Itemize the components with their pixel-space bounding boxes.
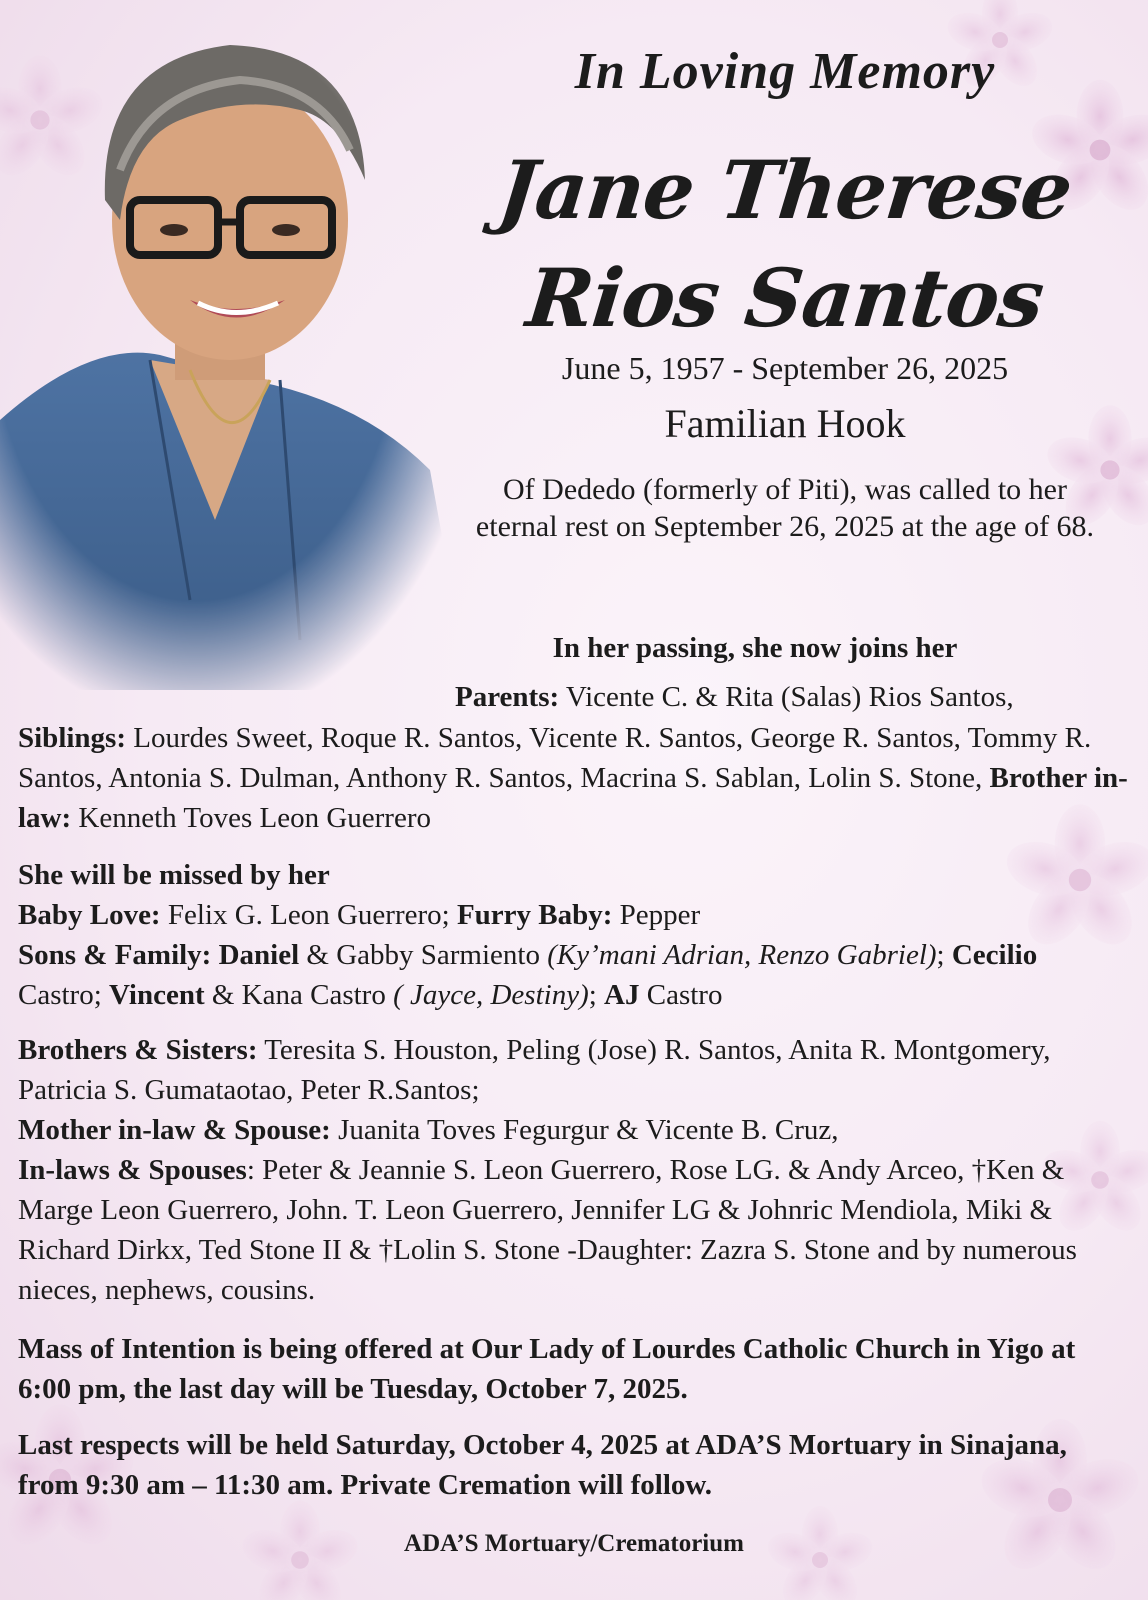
joins-title: In her passing, she now joins her bbox=[552, 632, 958, 664]
heading: In Loving Memory bbox=[574, 43, 996, 100]
baby-love-label: Baby Love: bbox=[18, 899, 161, 932]
brothers-sisters-names: Teresita S. Houston, Peling (Jose) R. Santos, Anita R. Montgomery, Patricia S. Gumataotao, Peter R.Santos; bbox=[18, 1034, 1051, 1107]
brother-inlaw-label: Brother in-law: bbox=[18, 762, 1128, 835]
inlaws-label: In-laws & Spouses bbox=[18, 1154, 247, 1187]
mortuary-footer: ADA’S Mortuary/Crematorium bbox=[404, 1530, 744, 1557]
brother-inlaw-name: Kenneth Toves Leon Guerrero bbox=[78, 802, 431, 835]
inlaws-names: : Peter & Jeannie S. Leon Guerrero, Rose LG. & Andy Arceo, †Ken & Marge Leon Guerrero, John. T. Leon Guerrero, Jennifer LG & Johnric Mendiola, Miki & Richard Dirkx, Ted Stone II & †Lolin S. Stone -Daughter: Zazra S. Stone and by numerous nieces, nephews, cousins. bbox=[18, 1154, 1077, 1307]
intro-text: Of Dededo (formerly of Piti), was called to her eternal rest on September 26, 2025 at the age of 68. bbox=[475, 473, 1095, 543]
son-family: & Gabby Sarmiento bbox=[306, 939, 540, 972]
parents-line bbox=[455, 677, 1115, 717]
grandchildren: (Ky’mani Adrian, Renzo Gabriel) bbox=[547, 939, 937, 972]
name-first: Jane Therese bbox=[493, 143, 1077, 237]
parents-label: Parents: bbox=[455, 681, 560, 713]
brothers-sisters-label: Brothers & Sisters: bbox=[18, 1034, 258, 1066]
missed-title: She will be missed by her bbox=[18, 859, 330, 891]
family-section bbox=[18, 1030, 1128, 1310]
furry-baby-name: Pepper bbox=[619, 899, 701, 932]
familian: Familian Hook bbox=[664, 401, 906, 446]
son-family: Castro bbox=[646, 979, 723, 1012]
furry-baby-label: Furry Baby: bbox=[456, 899, 613, 932]
son-name: Cecilio bbox=[951, 939, 1038, 972]
missed-section bbox=[18, 855, 1128, 1015]
baby-love-name: Felix G. Leon Guerrero; bbox=[167, 899, 450, 932]
son-name: Vincent bbox=[109, 979, 205, 1012]
last-respects-notice: Last respects will be held Saturday, October 4, 2025 at ADA’S Mortuary in Sinajana, from 9:30 am – 11:30 am. Private Cremation will follow. bbox=[18, 1429, 1067, 1502]
name-last: Rios Santos bbox=[522, 251, 1048, 345]
grandchildren: ( Jayce, Destiny) bbox=[393, 979, 589, 1012]
mother-inlaw-names: Juanita Toves Fegurgur & Vicente B. Cruz, bbox=[338, 1114, 839, 1147]
sons-label: Sons & Family: bbox=[18, 939, 212, 972]
siblings-names: Lourdes Sweet, Roque R. Santos, Vicente R. Santos, George R. Santos, Tommy R. Santos, Antonia S. Dulman, Anthony R. Santos, Macrina S. Sablan, Lolin S. Stone, bbox=[18, 722, 1092, 795]
son-name: Daniel bbox=[218, 939, 300, 972]
separator: ; bbox=[588, 979, 597, 1012]
son-family: & Kana Castro bbox=[211, 979, 386, 1012]
son-name: AJ bbox=[604, 979, 640, 1012]
separator: ; bbox=[936, 939, 945, 972]
mother-inlaw-label: Mother in-law & Spouse: bbox=[18, 1114, 331, 1147]
siblings-label: Siblings: bbox=[18, 722, 126, 754]
mass-notice: Mass of Intention is being offered at Our Lady of Lourdes Catholic Church in Yigo at 6:00 pm, the last day will be Tuesday, October 7, 2025. bbox=[18, 1333, 1076, 1406]
son-family: Castro; bbox=[18, 979, 102, 1012]
portrait-photo bbox=[0, 0, 490, 690]
siblings-paragraph bbox=[18, 718, 1128, 838]
parents-names: Vicente C. & Rita (Salas) Rios Santos, bbox=[565, 681, 1014, 713]
life-dates: June 5, 1957 - September 26, 2025 bbox=[561, 350, 1009, 386]
